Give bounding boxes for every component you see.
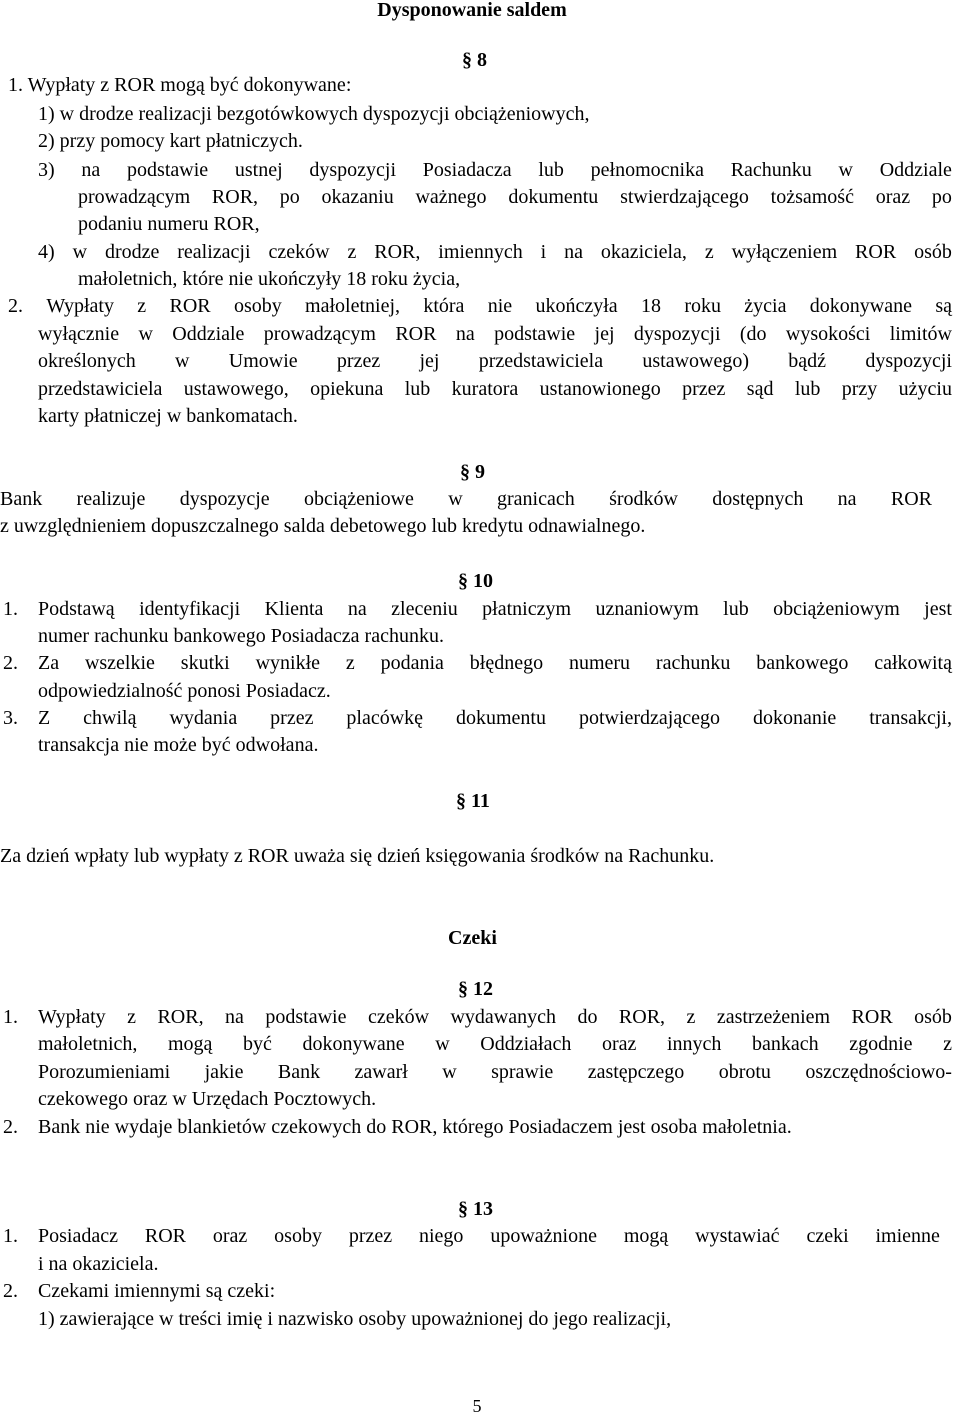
word: dokonanie <box>752 707 837 729</box>
word: czeki <box>806 1225 849 1247</box>
word: wydania <box>169 707 238 729</box>
word: Wypłaty <box>46 295 114 317</box>
word: ROR <box>169 295 211 317</box>
word: płatniczym <box>482 598 572 620</box>
word: wyłączeniem <box>731 241 838 263</box>
s10-p1-number: 1. <box>3 598 18 620</box>
word: imienne <box>875 1225 940 1247</box>
word: bankowego <box>756 652 849 674</box>
word: dyspozycje <box>179 488 270 510</box>
word: dostępnych <box>712 488 804 510</box>
word: obciążeniowym <box>773 598 900 620</box>
word: przy <box>841 378 878 400</box>
section-9-title: § 9 <box>460 461 485 483</box>
word: osób <box>914 1006 952 1028</box>
word: mogą <box>623 1225 669 1247</box>
word: podstawie <box>265 1006 347 1028</box>
word: osoby <box>233 295 282 317</box>
word: w <box>72 241 88 263</box>
s8-p1-item1: 1) w drodze realizacji bezgotówkowych dyspozycji obciążeniowych, <box>38 103 590 125</box>
word: ROR, <box>211 186 259 208</box>
word: błędnego <box>469 652 544 674</box>
word: zastępczego <box>587 1061 685 1083</box>
word: przez <box>270 707 314 729</box>
word: w <box>838 159 853 181</box>
s8-p2-line2 <box>38 321 952 347</box>
word: wszelkie <box>84 652 155 674</box>
page-number: 5 <box>472 1396 482 1416</box>
word: imiennych <box>438 241 523 263</box>
word: małoletniej, <box>305 295 401 317</box>
word: jej <box>419 350 440 372</box>
word: bankach <box>751 1033 819 1055</box>
word: na <box>81 159 101 181</box>
word: Umowie <box>228 350 298 372</box>
s8-p1-item3-line3: podaniu numeru ROR, <box>78 213 260 235</box>
s8-p2-line4 <box>38 376 952 402</box>
word: placówkę <box>346 707 424 729</box>
s13-p2-item1: 1) zawierające w treści imię i nazwisko osoby upoważnionej do jego realizacji, <box>38 1308 672 1330</box>
word: dokumentu <box>508 186 599 208</box>
word: życia <box>744 295 787 317</box>
word: przedstawiciela <box>38 378 163 400</box>
word: pełnomocnika <box>590 159 704 181</box>
word: z <box>704 241 714 263</box>
word: dyspozycji <box>865 350 952 372</box>
word: w <box>138 323 153 345</box>
s11-text: Za dzień wpłaty lub wypłaty z ROR uważa się dzień księgowania środków na Rachunku. <box>0 845 715 867</box>
word: czeków <box>367 1006 430 1028</box>
word: dokumentu <box>456 707 546 729</box>
word: oraz <box>875 186 911 208</box>
word: z <box>127 1006 137 1028</box>
word: na <box>347 598 367 620</box>
word: na <box>837 488 857 510</box>
s13-p2-number: 2. <box>3 1280 18 1302</box>
word: sąd <box>746 378 774 400</box>
s8-p1-item4-line2: małoletnich, które nie ukończyły 18 roku życia, <box>78 268 461 290</box>
word: 2. <box>8 295 23 317</box>
word: ROR <box>855 241 897 263</box>
word: ROR <box>395 323 437 345</box>
word: zleceniu <box>391 598 458 620</box>
s13-p1-line2: i na okaziciela. <box>38 1253 159 1275</box>
word: Klienta <box>264 598 324 620</box>
word: prowadzącym <box>263 323 376 345</box>
word: dokonywane <box>809 295 912 317</box>
cheques-heading: Czeki <box>448 927 497 949</box>
s10-p3-number: 3. <box>3 707 18 729</box>
word: mogą <box>168 1033 213 1055</box>
s12-p2-text: Bank nie wydaje blankietów czekowych do ROR, którego Posiadaczem jest osoba małoletnia. <box>38 1116 792 1138</box>
word: upoważnione <box>490 1225 597 1247</box>
word: w <box>435 1033 450 1055</box>
s8-p1-item2: 2) przy pomocy kart płatniczych. <box>38 130 303 152</box>
word: oraz <box>212 1225 248 1247</box>
word: lub <box>723 598 749 620</box>
word: osób <box>914 241 952 263</box>
word: na <box>455 323 475 345</box>
s10-p2-number: 2. <box>3 652 18 674</box>
word: skutki <box>180 652 230 674</box>
word: okazaniu <box>321 186 394 208</box>
word: w <box>448 488 463 510</box>
word: Oddziale <box>879 159 952 181</box>
word: do <box>577 1006 598 1028</box>
word: określonych <box>38 350 136 372</box>
word: są <box>935 295 952 317</box>
word: granicach <box>497 488 575 510</box>
word: Oddziałach <box>480 1033 572 1055</box>
word: która <box>423 295 465 317</box>
word: realizacji <box>177 241 251 263</box>
word: podstawie <box>494 323 576 345</box>
word: oraz <box>601 1033 637 1055</box>
word: innych <box>666 1033 722 1055</box>
word: ROR <box>851 1006 893 1028</box>
word: dyspozycji <box>309 159 397 181</box>
s10-p2-line2: odpowiedzialność ponosi Posiadacz. <box>38 680 331 702</box>
word: numeru <box>568 652 631 674</box>
word: Rachunku <box>730 159 812 181</box>
word: drodze <box>104 241 160 263</box>
word: przez <box>336 350 381 372</box>
word: obciążeniowe <box>303 488 414 510</box>
word: z <box>686 1006 696 1028</box>
s13-p1-number: 1. <box>3 1225 18 1247</box>
word: dokonywane <box>302 1033 405 1055</box>
s12-p1-line4: czekowego oraz w Urzędach Pocztowych. <box>38 1088 377 1110</box>
word: ROR <box>144 1225 186 1247</box>
s10-p3-line2: transakcja nie może być odwołana. <box>38 734 319 756</box>
word: wydawanych <box>450 1006 556 1028</box>
section-10-title: § 10 <box>458 570 493 592</box>
word: sprawie <box>491 1061 554 1083</box>
page-heading: Dysponowanie saldem <box>377 0 567 21</box>
word: czeków <box>268 241 330 263</box>
word: w <box>442 1061 457 1083</box>
word: ROR, <box>157 1006 204 1028</box>
s12-p1-line1 <box>38 1004 952 1030</box>
section-8-title: § 8 <box>462 49 487 71</box>
word: uznaniowym <box>595 598 699 620</box>
word: wystawiać <box>695 1225 780 1247</box>
word: na <box>564 241 583 263</box>
word: całkowitą <box>874 652 952 674</box>
word: okaziciela, <box>600 241 687 263</box>
s12-p1-line2 <box>38 1031 952 1057</box>
word: Posiadacza <box>422 159 512 181</box>
word: transakcji, <box>869 707 952 729</box>
s13-p2-text: Czekami imiennymi są czeki: <box>38 1280 276 1302</box>
word: małoletnich, <box>38 1033 138 1055</box>
word: chwilą <box>83 707 137 729</box>
word: na <box>225 1006 244 1028</box>
s8-p1-item4-line1 <box>38 239 952 265</box>
word: z <box>345 652 355 674</box>
s9-line1 <box>0 486 932 512</box>
word: przez <box>348 1225 393 1247</box>
word: lub <box>404 378 431 400</box>
word: z <box>137 295 147 317</box>
word: ROR <box>890 488 932 510</box>
word: tożsamość <box>770 186 854 208</box>
s8-p1-item3-line1 <box>38 157 952 183</box>
s13-p1-line1 <box>38 1223 940 1249</box>
word: kuratora <box>451 378 519 400</box>
word: zgodnie <box>849 1033 913 1055</box>
word: jakie <box>204 1061 244 1083</box>
s8-p1-item3-line2 <box>78 184 952 210</box>
word: opiekuna <box>310 378 384 400</box>
word: z <box>943 1033 952 1055</box>
word: obrotu <box>718 1061 771 1083</box>
word: identyfikacji <box>139 598 241 620</box>
word: Wypłaty <box>38 1006 106 1028</box>
word: dyspozycji <box>633 323 721 345</box>
word: Podstawą <box>38 598 115 620</box>
word: bądź <box>788 350 827 372</box>
word: Oddziale <box>172 323 245 345</box>
word: Bank <box>277 1061 321 1083</box>
word: wyłącznie <box>38 323 120 345</box>
word: nie <box>487 295 513 317</box>
word: podstawie <box>127 159 209 181</box>
word: zawarł <box>354 1061 408 1083</box>
word: niego <box>419 1225 464 1247</box>
word: środków <box>609 488 678 510</box>
word: ustawowego, <box>183 378 289 400</box>
s8-p2-line5: karty płatniczej w bankomatach. <box>38 405 298 427</box>
word: limitów <box>889 323 952 345</box>
word: realizuje <box>76 488 146 510</box>
word: ukończyła <box>535 295 618 317</box>
word: potwierdzającego <box>578 707 720 729</box>
section-11-title: § 11 <box>456 790 490 812</box>
s8-p2-line1 <box>8 293 952 319</box>
s12-p1-number: 1. <box>3 1006 18 1028</box>
s10-p1-line2: numer rachunku bankowego Posiadacza rachunku. <box>38 625 444 647</box>
word: Bank <box>0 488 43 510</box>
word: jej <box>594 323 615 345</box>
s8-p1: 1. Wypłaty z ROR mogą być dokonywane: <box>8 74 352 96</box>
word: 18 <box>641 295 661 317</box>
word: osoby <box>274 1225 322 1247</box>
word: wysokości <box>785 323 871 345</box>
word: po <box>279 186 300 208</box>
s9-line2: z uwzględnieniem dopuszczalnego salda debetowego lub kredytu odnawialnego. <box>0 515 646 537</box>
word: roku <box>684 295 721 317</box>
word: Posiadacz <box>38 1225 118 1247</box>
word: lub <box>538 159 564 181</box>
word: ROR, <box>618 1006 666 1028</box>
word: przedstawiciela <box>478 350 604 372</box>
word: stwierdzającego <box>620 186 749 208</box>
word: ustanowionego <box>539 378 661 400</box>
word: prowadzącym <box>78 186 191 208</box>
s10-p2-line1 <box>38 650 952 676</box>
word: i <box>540 241 547 263</box>
s8-p2-line3 <box>38 348 952 374</box>
word: po <box>931 186 952 208</box>
word: Porozumieniami <box>38 1061 171 1083</box>
s10-p3-line1 <box>38 705 952 731</box>
word: lub <box>794 378 821 400</box>
word: (do <box>739 323 767 345</box>
word: podania <box>380 652 444 674</box>
word: 4) <box>38 241 55 263</box>
word: 3) <box>38 159 55 181</box>
word: oszczędnościowo- <box>805 1061 952 1083</box>
s12-p2-number: 2. <box>3 1116 18 1138</box>
s12-p1-line3 <box>38 1059 952 1085</box>
word: ustawowego) <box>642 350 750 372</box>
word: rachunku <box>655 652 731 674</box>
s10-p1-line1 <box>38 596 952 622</box>
section-12-title: § 12 <box>458 978 493 1000</box>
word: ważnego <box>415 186 487 208</box>
word: być <box>243 1033 272 1055</box>
word: ROR, <box>374 241 421 263</box>
word: jest <box>924 598 952 620</box>
section-13-title: § 13 <box>458 1198 493 1220</box>
word: przez <box>682 378 726 400</box>
word: zastrzeżeniem <box>716 1006 831 1028</box>
word: w <box>175 350 190 372</box>
word: z <box>347 241 357 263</box>
word: ustnej <box>234 159 283 181</box>
word: użyciu <box>898 378 952 400</box>
word: Z <box>38 707 51 729</box>
word: Za <box>38 652 60 674</box>
word: wynikłe <box>255 652 320 674</box>
